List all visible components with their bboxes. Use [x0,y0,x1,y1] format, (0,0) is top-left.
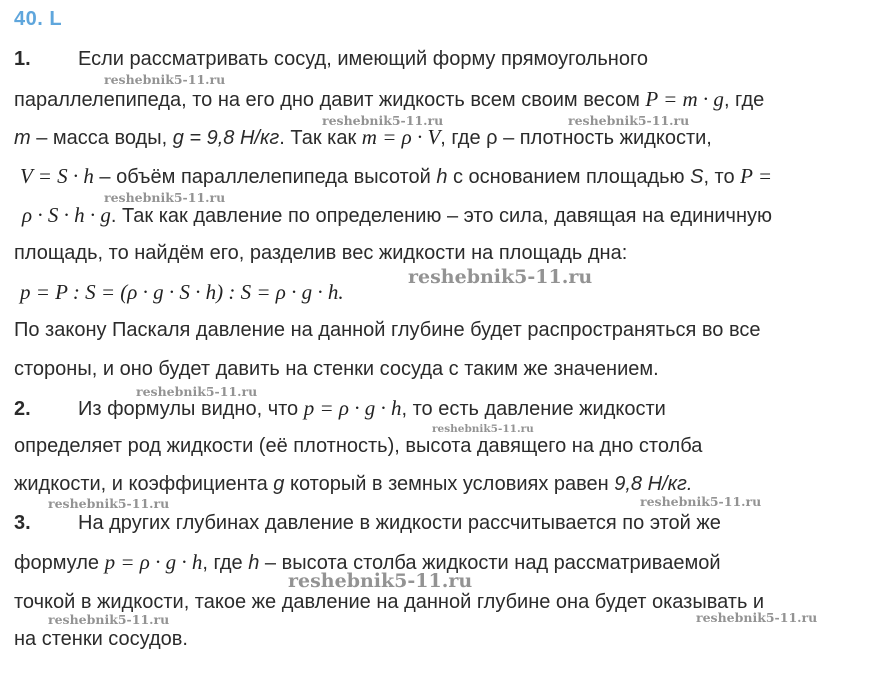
watermark: reshebnik5-11.ru [696,610,818,625]
p3-text-4: на стенки сосудов. [14,628,188,650]
p3-text-2a: формуле [14,552,105,574]
formula-volume: V = S · h [20,164,94,188]
p2-text-1b: , то есть давление жидкости [401,398,666,420]
watermark: reshebnik5-11.ru [48,612,170,627]
formula-pressure: p = P : S = (ρ · g · S · h) : S = ρ · g · h. [20,280,344,304]
p3-line-4 [14,627,188,651]
p1-text-6: площадь, то найдём его, разделив вес жидкости на площадь дна: [14,242,628,264]
p2-text-3c: который в земных условиях равен [284,473,615,495]
p2-text-3a: жидкости, и коэффициента [14,473,274,495]
p2-text-1a: Из формулы видно, что [78,398,304,420]
watermark: reshebnik5-11.ru [104,190,226,205]
p1-line-4 [14,164,772,189]
p1-text-9: стороны, и оно будет давить на стенки сосуда с таким же значением. [14,358,659,380]
p1-text-8: По закону Паскаля давление на данной глубине будет распространяться во все [14,319,761,341]
p1-line-6 [14,241,627,265]
var-m: m [14,127,31,149]
formula-pressure-2: p = ρ · g · h [303,396,402,420]
p1-line-7 [14,280,344,305]
formula-p-start: P = [740,164,773,188]
p3-line-3 [14,590,764,614]
var-h-2: h [248,552,260,574]
var-s: S [690,166,704,188]
watermark: reshebnik5-11.ru [136,384,258,399]
p3-text-3: точкой в жидкости, такое же давление на данной глубине она будет оказывать и [14,591,765,613]
var-h: h [436,166,448,188]
p2-line-3 [14,472,692,496]
p3-number: 3. [14,512,31,534]
watermark: reshebnik5-11.ru [432,423,534,435]
watermark: reshebnik5-11.ru [104,72,226,87]
p1-text-2b: , где [723,89,765,111]
p1-line-9 [14,357,659,381]
p1-line-2 [14,87,764,112]
p2-number: 2. [14,398,31,420]
watermark: reshebnik5-11.ru [322,113,444,128]
p1-text-3b: – масса воды, [30,127,173,149]
formula-weight: P = m · g [645,87,724,111]
formula-p-end: ρ · S · h · g [22,203,111,227]
p1-text-5a: . Так как давление по определению – это сила, давящая на единичную [110,205,772,227]
p3-text-2d: – высота столба жидкости над рассматриваемой [259,552,721,574]
watermark: reshebnik5-11.ru [288,570,473,592]
p1-text-3d: . Так как [279,127,362,149]
p1-line-3 [14,125,712,150]
p1-line-5 [14,203,772,228]
watermark: reshebnik5-11.ru [48,496,170,511]
p2-line-1 [14,396,666,421]
p2-line-2 [14,434,702,458]
g-value: g = 9,8 Н/кг [172,127,280,149]
p1-text-3e: , где ρ – плотность жидкости, [440,127,712,149]
var-g: g [273,473,285,495]
formula-mass: m = ρ · V [361,125,441,149]
p2-text-2: определяет род жидкости (её плотность), высота давящего на дно столба [14,435,703,457]
p1-text-2: параллелепипеда, то на его дно давит жидкость всем своим весом [14,89,646,111]
p1-text-4c: с основанием площадью [447,166,691,188]
p1-text-4a: – объём параллелепипеда высотой [93,166,437,188]
p1-text-1: Если рассматривать сосуд, имеющий форму прямоугольного [78,48,648,70]
task-number: 40. L [14,8,63,30]
g-value-2: 9,8 Н/кг. [614,473,693,495]
p3-text-2b: , где [202,552,249,574]
p3-text-1: На других глубинах давление в жидкости рассчитывается по этой же [78,512,721,534]
watermark: reshebnik5-11.ru [408,266,593,288]
formula-pressure-3: p = ρ · g · h [104,550,203,574]
watermark: reshebnik5-11.ru [640,494,762,509]
p1-number: 1. [14,48,31,70]
watermark: reshebnik5-11.ru [568,113,690,128]
p1-line-8 [14,318,761,342]
p3-line-1 [14,511,721,535]
p1-text-4e: , то [703,166,741,188]
p1-line-1 [14,47,648,71]
